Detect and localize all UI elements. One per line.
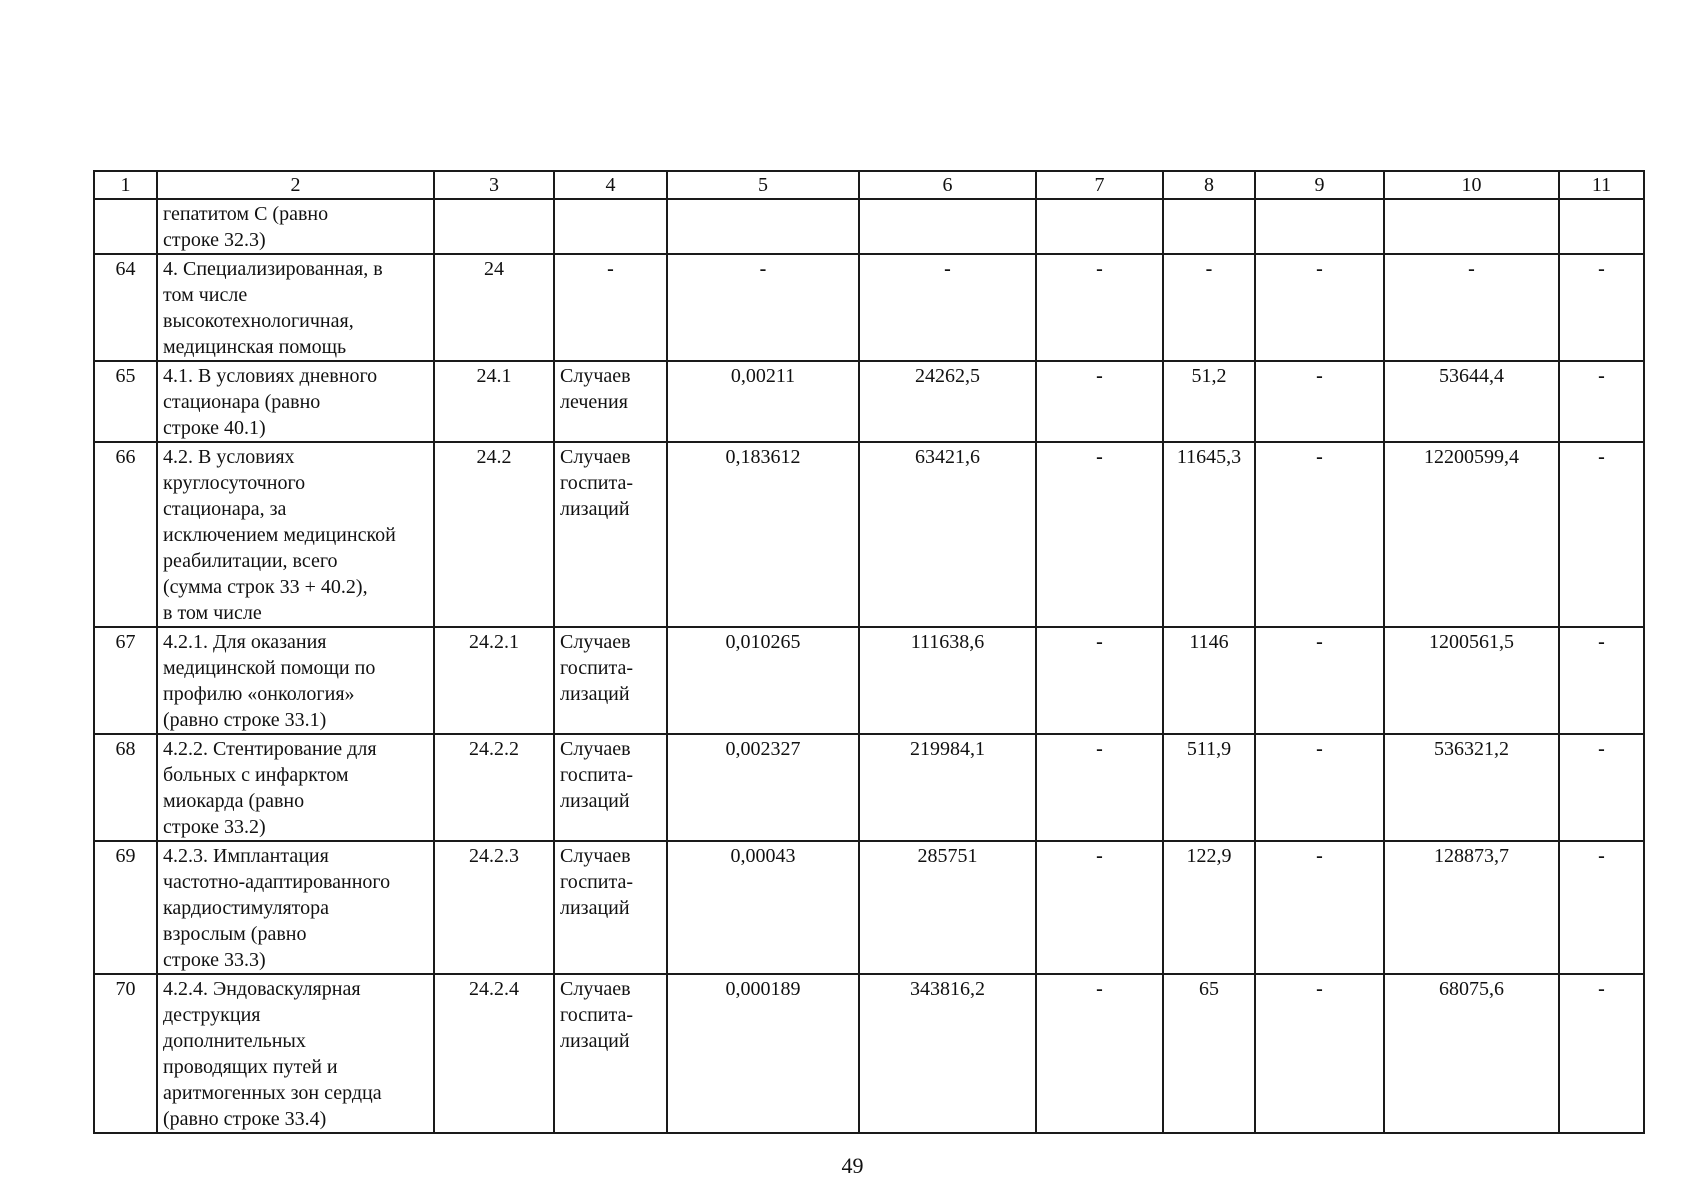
line-code-cell: 24.2.1 [434, 627, 554, 734]
row-number-cell [94, 199, 157, 254]
value-cell [1384, 199, 1559, 254]
unit-cell: Случаев госпита- лизаций [554, 974, 667, 1133]
value-cell: 536321,2 [1384, 734, 1559, 841]
header-cell: 2 [157, 171, 434, 199]
value-cell: 0,002327 [667, 734, 859, 841]
value-cell: 0,010265 [667, 627, 859, 734]
header-cell: 1 [94, 171, 157, 199]
row-number-cell: 68 [94, 734, 157, 841]
value-cell [1036, 199, 1163, 254]
indicator-name-cell: 4. Специализированная, в том числе высокотехнологичная, медицинская помощь [157, 254, 434, 361]
unit-cell: Случаев госпита- лизаций [554, 442, 667, 627]
value-cell: 51,2 [1163, 361, 1255, 442]
unit-cell: Случаев госпита- лизаций [554, 627, 667, 734]
unit-cell: - [554, 254, 667, 361]
value-cell: - [1255, 841, 1384, 974]
table-row [94, 627, 1644, 734]
value-cell: 1200561,5 [1384, 627, 1559, 734]
value-cell: 122,9 [1163, 841, 1255, 974]
indicator-name-cell: 4.1. В условиях дневного стационара (равно строке 40.1) [157, 361, 434, 442]
value-cell: 0,00043 [667, 841, 859, 974]
value-cell [859, 199, 1036, 254]
value-cell: - [1036, 974, 1163, 1133]
value-cell: - [1163, 254, 1255, 361]
indicator-name-cell: 4.2.4. Эндоваскулярная деструкция дополнительных проводящих путей и аритмогенных зон сердца (равно строке 33.4) [157, 974, 434, 1133]
value-cell: - [1255, 627, 1384, 734]
indicator-name-cell: 4.2.2. Стентирование для больных с инфарктом миокарда (равно строке 33.2) [157, 734, 434, 841]
line-code-cell: 24.2.2 [434, 734, 554, 841]
table-row [94, 841, 1644, 974]
table-row [94, 442, 1644, 627]
unit-cell [554, 199, 667, 254]
value-cell: 285751 [859, 841, 1036, 974]
value-cell: - [1559, 361, 1644, 442]
value-cell: - [1036, 361, 1163, 442]
value-cell: - [1036, 627, 1163, 734]
header-cell: 5 [667, 171, 859, 199]
page-number: 49 [841, 1153, 864, 1178]
table-header-row [94, 171, 1644, 199]
value-cell: - [1255, 254, 1384, 361]
value-cell: - [1036, 841, 1163, 974]
value-cell: 12200599,4 [1384, 442, 1559, 627]
value-cell: - [1255, 442, 1384, 627]
value-cell: 219984,1 [859, 734, 1036, 841]
value-cell: - [667, 254, 859, 361]
value-cell: 0,183612 [667, 442, 859, 627]
value-cell [1255, 199, 1384, 254]
line-code-cell: 24.2.3 [434, 841, 554, 974]
row-number-cell: 69 [94, 841, 157, 974]
value-cell: 0,00211 [667, 361, 859, 442]
header-cell: 7 [1036, 171, 1163, 199]
row-number-cell: 67 [94, 627, 157, 734]
value-cell: 53644,4 [1384, 361, 1559, 442]
value-cell: - [1559, 627, 1644, 734]
document-table-area [93, 170, 1643, 1134]
value-cell: 68075,6 [1384, 974, 1559, 1133]
line-code-cell: 24.2.4 [434, 974, 554, 1133]
value-cell: 63421,6 [859, 442, 1036, 627]
unit-cell: Случаев лечения [554, 361, 667, 442]
data-table [93, 170, 1645, 1134]
header-cell: 9 [1255, 171, 1384, 199]
row-number-cell: 66 [94, 442, 157, 627]
header-cell: 4 [554, 171, 667, 199]
value-cell: 24262,5 [859, 361, 1036, 442]
line-code-cell: 24.2 [434, 442, 554, 627]
indicator-name-cell: 4.2.1. Для оказания медицинской помощи по профилю «онкология» (равно строке 33.1) [157, 627, 434, 734]
line-code-cell: 24.1 [434, 361, 554, 442]
value-cell: 343816,2 [859, 974, 1036, 1133]
header-cell: 3 [434, 171, 554, 199]
table-row [94, 974, 1644, 1133]
value-cell: - [1559, 442, 1644, 627]
value-cell: 11645,3 [1163, 442, 1255, 627]
line-code-cell [434, 199, 554, 254]
value-cell: 1146 [1163, 627, 1255, 734]
indicator-name-cell: 4.2.3. Имплантация частотно-адаптированного кардиостимулятора взрослым (равно строке 33.3) [157, 841, 434, 974]
value-cell: - [1036, 734, 1163, 841]
header-cell: 11 [1559, 171, 1644, 199]
header-cell: 6 [859, 171, 1036, 199]
value-cell: - [1559, 734, 1644, 841]
value-cell: 511,9 [1163, 734, 1255, 841]
value-cell: - [1559, 254, 1644, 361]
row-number-cell: 70 [94, 974, 157, 1133]
value-cell: - [1255, 734, 1384, 841]
value-cell: - [1559, 841, 1644, 974]
header-cell: 8 [1163, 171, 1255, 199]
table-row [94, 734, 1644, 841]
value-cell: - [1559, 974, 1644, 1133]
table-row [94, 254, 1644, 361]
value-cell: 111638,6 [859, 627, 1036, 734]
value-cell: - [1036, 254, 1163, 361]
line-code-cell: 24 [434, 254, 554, 361]
header-cell: 10 [1384, 171, 1559, 199]
indicator-name-cell: гепатитом С (равно строке 32.3) [157, 199, 434, 254]
table-row [94, 361, 1644, 442]
value-cell: 128873,7 [1384, 841, 1559, 974]
value-cell: - [859, 254, 1036, 361]
value-cell [1559, 199, 1644, 254]
table-row [94, 199, 1644, 254]
value-cell: - [1255, 974, 1384, 1133]
indicator-name-cell: 4.2. В условиях круглосуточного стационара, за исключением медицинской реабилитации, всего (сумма строк 33 + 40.2), в том числе [157, 442, 434, 627]
value-cell: - [1036, 442, 1163, 627]
value-cell: 0,000189 [667, 974, 859, 1133]
row-number-cell: 64 [94, 254, 157, 361]
row-number-cell: 65 [94, 361, 157, 442]
value-cell [1163, 199, 1255, 254]
unit-cell: Случаев госпита- лизаций [554, 734, 667, 841]
value-cell: - [1384, 254, 1559, 361]
value-cell: - [1255, 361, 1384, 442]
value-cell [667, 199, 859, 254]
unit-cell: Случаев госпита- лизаций [554, 841, 667, 974]
value-cell: 65 [1163, 974, 1255, 1133]
